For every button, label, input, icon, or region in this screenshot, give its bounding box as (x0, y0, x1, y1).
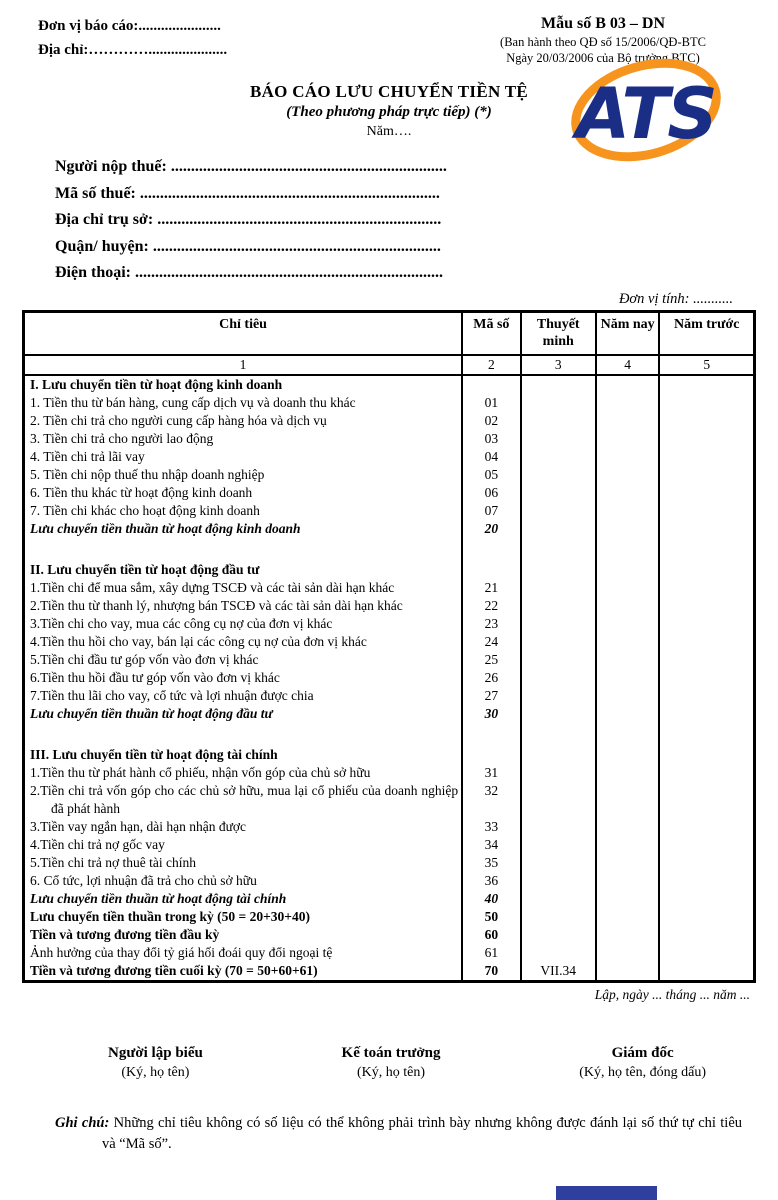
cell-note (521, 561, 596, 579)
colnum-5: 5 (659, 355, 754, 375)
cell-code: 23 (462, 615, 520, 633)
cell-indicator: 4.Tiền chi trả nợ gốc vay (24, 836, 463, 854)
footnote-text: Những chỉ tiêu không có số liệu có thể không phải trình bày nhưng không được đánh lại số thứ tự chỉ tiêu và “Mã số”. (102, 1114, 743, 1152)
cell-prior-year (659, 764, 754, 782)
cell-note (521, 944, 596, 962)
cell-note (521, 579, 596, 597)
preparer-title: Người lập biểu (108, 1044, 203, 1061)
cell-indicator: II. Lưu chuyển tiền từ hoạt động đầu tư (24, 561, 463, 579)
cell-current-year (596, 597, 660, 615)
cell-current-year (596, 836, 660, 854)
report-method-subtitle: (Theo phương pháp trực tiếp) (*) (286, 104, 492, 120)
cell-current-year (596, 579, 660, 597)
cell-indicator: Ảnh hưởng của thay đổi tỷ giá hối đoái quy đổi ngoại tệ (24, 944, 463, 962)
colnum-4: 4 (596, 355, 660, 375)
cell-prior-year (659, 872, 754, 890)
taxpayer-fields (55, 154, 778, 287)
cell-note (521, 484, 596, 502)
cell-prior-year (659, 448, 754, 466)
cell-current-year (596, 854, 660, 872)
table-row (24, 687, 755, 705)
table-row (24, 746, 755, 764)
cell-note (521, 782, 596, 818)
cell-prior-year (659, 394, 754, 412)
cell-note (521, 872, 596, 890)
report-unit-block (38, 14, 227, 66)
spacer-row (24, 723, 755, 746)
cell-note (521, 394, 596, 412)
cell-prior-year (659, 520, 754, 538)
cell-code (462, 746, 520, 764)
report-unit-label: Đơn vị báo cáo:...................... (38, 18, 221, 34)
signature-row (0, 1045, 778, 1081)
cell-prior-year (659, 561, 754, 579)
cell-indicator: 6. Cổ tức, lợi nhuận đã trả cho chủ sở hữu (24, 872, 463, 890)
table-row (24, 705, 755, 723)
cell-note (521, 746, 596, 764)
head-office-address-field: Địa chỉ trụ sở: ....................................................................... (55, 211, 442, 228)
cell-current-year (596, 412, 660, 430)
header-prior-year: Năm trước (659, 311, 754, 355)
table-row (24, 394, 755, 412)
cell-code: 05 (462, 466, 520, 484)
cell-code: 02 (462, 412, 520, 430)
cell-code: 03 (462, 430, 520, 448)
cell-current-year (596, 561, 660, 579)
cell-code (462, 561, 520, 579)
column-number-row (24, 355, 755, 375)
cell-indicator: 2. Tiền chi trả cho người cung cấp hàng hóa và dịch vụ (24, 412, 463, 430)
cell-indicator: 5.Tiền chi trả nợ thuê tài chính (24, 854, 463, 872)
cell-note (521, 502, 596, 520)
cell-current-year (596, 394, 660, 412)
table-row (24, 782, 755, 818)
cell-code: 20 (462, 520, 520, 538)
colnum-2: 2 (462, 355, 520, 375)
cell-current-year (596, 430, 660, 448)
decision-date: Ngày 20/03/2006 của Bộ trưởng BTC) (506, 51, 700, 65)
cell-note (521, 854, 596, 872)
report-title: BÁO CÁO LƯU CHUYỂN TIỀN TỆ (249, 82, 529, 101)
taxpayer-name-field: Người nộp thuế: ..................................................................... (55, 158, 447, 175)
cell-note (521, 597, 596, 615)
district-field: Quận/ huyện: ........................................................................ (55, 237, 441, 255)
cell-code: 70 (462, 962, 520, 982)
bottom-blue-bar (556, 1186, 657, 1200)
table-row (24, 872, 755, 890)
cell-indicator: 7. Tiền chi khác cho hoạt động kinh doanh (24, 502, 463, 520)
cell-code: 31 (462, 764, 520, 782)
cell-indicator: 2.Tiền thu từ thanh lý, nhượng bán TSCĐ và các tài sản dài hạn khác (24, 597, 463, 615)
cell-current-year (596, 669, 660, 687)
cell-indicator: 3. Tiền chi trả cho người lao động (24, 430, 463, 448)
cell-current-year (596, 466, 660, 484)
cell-indicator: 1. Tiền thu từ bán hàng, cung cấp dịch vụ và doanh thu khác (24, 394, 463, 412)
table-header-row (24, 311, 755, 355)
preparer-signature-block (108, 1045, 203, 1081)
cell-current-year (596, 723, 660, 746)
table-row (24, 836, 755, 854)
spacer-row (24, 538, 755, 561)
tax-code-field: Mã số thuế: ........................................................................... (55, 184, 440, 202)
cell-current-year (596, 448, 660, 466)
cell-indicator: 5.Tiền chi đầu tư góp vốn vào đơn vị khác (24, 651, 463, 669)
table-row (24, 502, 755, 520)
ats-logo-graphic (554, 52, 754, 164)
cell-prior-year (659, 502, 754, 520)
cell-indicator: 4.Tiền thu hồi cho vay, bán lại các công cụ nợ của đơn vị khác (24, 633, 463, 651)
director-sub: (Ký, họ tên, đóng dấu) (579, 1064, 706, 1080)
cell-prior-year (659, 782, 754, 818)
cell-note (521, 430, 596, 448)
cell-indicator: III. Lưu chuyển tiền từ hoạt động tài chính (24, 746, 463, 764)
cell-prior-year (659, 669, 754, 687)
cell-note (521, 633, 596, 651)
table-row (24, 430, 755, 448)
cell-code: 22 (462, 597, 520, 615)
table-row (24, 962, 755, 982)
table-row (24, 466, 755, 484)
colnum-1: 1 (24, 355, 463, 375)
cell-code (462, 723, 520, 746)
cell-prior-year (659, 687, 754, 705)
cell-code: 60 (462, 926, 520, 944)
table-row (24, 615, 755, 633)
cell-code: 50 (462, 908, 520, 926)
cell-indicator (24, 538, 463, 561)
cell-code: 21 (462, 579, 520, 597)
table-row (24, 579, 755, 597)
table-row (24, 890, 755, 908)
cell-prior-year (659, 651, 754, 669)
cell-code: 25 (462, 651, 520, 669)
table-row (24, 448, 755, 466)
ats-logo (554, 52, 754, 164)
cell-indicator: Lưu chuyển tiền thuần từ hoạt động tài chính (24, 890, 463, 908)
cell-prior-year (659, 890, 754, 908)
table-row (24, 484, 755, 502)
cell-current-year (596, 705, 660, 723)
cell-current-year (596, 615, 660, 633)
cell-indicator: 1.Tiền thu từ phát hành cổ phiếu, nhận vốn góp của chủ sở hữu (24, 764, 463, 782)
cell-code: 34 (462, 836, 520, 854)
cell-note (521, 615, 596, 633)
cell-code: 07 (462, 502, 520, 520)
cell-indicator: 4. Tiền chi trả lãi vay (24, 448, 463, 466)
cell-code: 27 (462, 687, 520, 705)
address-label: Địa chỉ:…………..................... (38, 42, 228, 58)
colnum-3: 3 (521, 355, 596, 375)
preparer-sub: (Ký, họ tên) (121, 1064, 190, 1080)
cell-note (521, 448, 596, 466)
cell-note (521, 705, 596, 723)
cell-note (521, 669, 596, 687)
cell-code: 35 (462, 854, 520, 872)
issued-per-decision: (Ban hành theo QĐ số 15/2006/QĐ-BTC (500, 35, 706, 49)
cell-note (521, 926, 596, 944)
phone-field: Điện thoại: ............................................................................. (55, 264, 443, 281)
cell-note (521, 723, 596, 746)
cell-current-year (596, 872, 660, 890)
table-row (24, 375, 755, 394)
header-note: Thuyết minh (521, 311, 596, 355)
cell-prior-year (659, 484, 754, 502)
cell-indicator: Lưu chuyển tiền thuần trong kỳ (50 = 20+30+40) (24, 908, 463, 926)
header-code: Mã số (462, 311, 520, 355)
cash-flow-table (22, 310, 756, 983)
cell-indicator: I. Lưu chuyển tiền từ hoạt động kinh doanh (24, 375, 463, 394)
cell-current-year (596, 633, 660, 651)
cell-note (521, 818, 596, 836)
cell-note (521, 412, 596, 430)
cell-code: 06 (462, 484, 520, 502)
cell-indicator: 3.Tiền chi cho vay, mua các công cụ nợ của đơn vị khác (24, 615, 463, 633)
cell-current-year (596, 890, 660, 908)
cell-note (521, 466, 596, 484)
table-row (24, 669, 755, 687)
header-indicator: Chỉ tiêu (24, 311, 463, 355)
cell-current-year (596, 538, 660, 561)
cell-prior-year (659, 597, 754, 615)
director-signature-block (579, 1045, 706, 1081)
cell-prior-year (659, 430, 754, 448)
cell-current-year (596, 746, 660, 764)
table-row (24, 818, 755, 836)
cell-indicator: 1.Tiền chi để mua sắm, xây dựng TSCĐ và các tài sản dài hạn khác (24, 579, 463, 597)
table-row (24, 926, 755, 944)
cell-indicator: 5. Tiền chi nộp thuế thu nhập doanh nghiệp (24, 466, 463, 484)
cell-current-year (596, 764, 660, 782)
cell-code: 61 (462, 944, 520, 962)
cell-prior-year (659, 944, 754, 962)
cell-prior-year (659, 615, 754, 633)
cell-current-year (596, 651, 660, 669)
cell-note (521, 908, 596, 926)
table-row (24, 412, 755, 430)
cell-current-year (596, 375, 660, 394)
cell-prior-year (659, 705, 754, 723)
cell-note: VII.34 (521, 962, 596, 982)
table-row (24, 651, 755, 669)
cell-code: 40 (462, 890, 520, 908)
table-row (24, 633, 755, 651)
table-row (24, 764, 755, 782)
cell-code (462, 538, 520, 561)
cell-note (521, 538, 596, 561)
cell-prior-year (659, 926, 754, 944)
cell-note (521, 520, 596, 538)
footnote-label: Ghi chú: (55, 1114, 110, 1131)
cell-code: 32 (462, 782, 520, 818)
cell-code: 04 (462, 448, 520, 466)
cell-code: 26 (462, 669, 520, 687)
cell-note (521, 890, 596, 908)
cell-current-year (596, 818, 660, 836)
cell-prior-year (659, 746, 754, 764)
report-year: Năm…. (366, 124, 412, 139)
cell-note (521, 836, 596, 854)
table-row (24, 908, 755, 926)
cell-prior-year (659, 579, 754, 597)
cell-indicator: 6.Tiền thu hồi đầu tư góp vốn vào đơn vị khác (24, 669, 463, 687)
table-row (24, 561, 755, 579)
cell-prior-year (659, 962, 754, 982)
chief-accountant-sub: (Ký, họ tên) (357, 1064, 426, 1080)
chief-accountant-signature-block (342, 1045, 441, 1081)
cell-indicator: 3.Tiền vay ngắn hạn, dài hạn nhận được (24, 818, 463, 836)
cell-prior-year (659, 818, 754, 836)
cell-current-year (596, 908, 660, 926)
cell-code: 33 (462, 818, 520, 836)
cell-current-year (596, 484, 660, 502)
cell-prior-year (659, 375, 754, 394)
cell-indicator: 2.Tiền chi trả vốn góp cho các chủ sở hữu, mua lại cổ phiếu của doanh nghiệp đã phát hành (24, 782, 463, 818)
cell-code: 24 (462, 633, 520, 651)
cell-indicator: 7.Tiền thu lãi cho vay, cổ tức và lợi nhuận được chia (24, 687, 463, 705)
cell-indicator: Tiền và tương đương tiền cuối kỳ (70 = 50+60+61) (24, 962, 463, 982)
cell-prior-year (659, 633, 754, 651)
cell-prior-year (659, 836, 754, 854)
cell-note (521, 375, 596, 394)
cell-code (462, 375, 520, 394)
form-number: Mẫu số B 03 – DN (540, 15, 665, 32)
svg-text:ATS: ATS (576, 73, 716, 155)
cell-current-year (596, 944, 660, 962)
cell-current-year (596, 687, 660, 705)
cell-prior-year (659, 538, 754, 561)
cell-code: 01 (462, 394, 520, 412)
cell-prior-year (659, 723, 754, 746)
table-row (24, 520, 755, 538)
cell-indicator (24, 723, 463, 746)
table-row (24, 854, 755, 872)
cell-current-year (596, 926, 660, 944)
header-current-year: Năm nay (596, 311, 660, 355)
cell-current-year (596, 502, 660, 520)
cell-indicator: Lưu chuyển tiền thuần từ hoạt động đầu tư (24, 705, 463, 723)
cell-current-year (596, 782, 660, 818)
cell-code: 30 (462, 705, 520, 723)
cell-prior-year (659, 908, 754, 926)
currency-unit-note: Đơn vị tính: ........... (618, 290, 733, 307)
signing-date-line: Lập, ngày ... tháng ... năm ... (594, 986, 750, 1002)
cell-indicator: Tiền và tương đương tiền đầu kỳ (24, 926, 463, 944)
cell-note (521, 651, 596, 669)
cell-note (521, 687, 596, 705)
table-row (24, 944, 755, 962)
cell-indicator: Lưu chuyển tiền thuần từ hoạt động kinh doanh (24, 520, 463, 538)
cell-indicator: 6. Tiền thu khác từ hoạt động kinh doanh (24, 484, 463, 502)
cell-current-year (596, 962, 660, 982)
cell-current-year (596, 520, 660, 538)
table-row (24, 597, 755, 615)
cell-note (521, 764, 596, 782)
cell-code: 36 (462, 872, 520, 890)
cell-prior-year (659, 466, 754, 484)
footnote (55, 1113, 742, 1155)
cell-prior-year (659, 854, 754, 872)
cell-prior-year (659, 412, 754, 430)
director-title: Giám đốc (611, 1044, 674, 1061)
chief-accountant-title: Kế toán trưởng (341, 1044, 441, 1061)
